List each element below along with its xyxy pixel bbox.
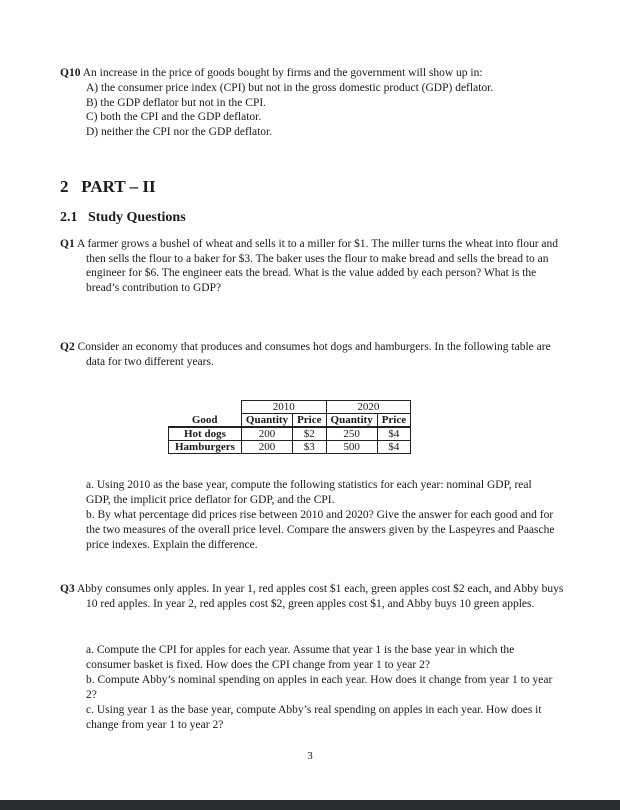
table-row [169, 427, 411, 441]
table-cell: 200 [241, 441, 292, 454]
column-header: Price [377, 414, 410, 428]
column-header: Quantity [326, 414, 377, 428]
table-cell: 500 [326, 441, 377, 454]
page-number: 3 [307, 750, 313, 762]
option-a: A) the consumer price index (CPI) but not in the gross domestic product (GDP) deflator. [86, 82, 494, 94]
year-header-2010: 2010 [241, 401, 326, 414]
table-cell: Hot dogs [169, 427, 242, 441]
subsection-title: Study Questions [88, 210, 186, 225]
table-cell: Hamburgers [169, 441, 242, 454]
table-header-row [169, 414, 411, 428]
option-b: B) the GDP deflator but not in the CPI. [86, 96, 267, 109]
question-text: Abby consumes only apples. In year 1, red apples cost $1 each, green apples cost $2 each, and Abby buys 10 red apples. In year 2, red apples cost $2, green apples cost $1, and Abby buys 10 green apples. [76, 583, 564, 610]
subsection-heading [60, 210, 186, 226]
table-row [169, 441, 411, 454]
question-number: Q10 [60, 67, 81, 79]
part-b: b. By what percentage did prices rise between 2010 and 2020? Give the answer for each good and for the two measures of the overall price level. Compare the answers given by the Laspeyres and Paasche price indexes. Explain the difference. [86, 509, 555, 551]
table-cell: $4 [377, 427, 410, 441]
column-header: Price [293, 414, 326, 428]
part-a: a. Using 2010 as the base year, compute the following statistics for each year: nominal GDP, real GDP, the implicit price deflator for GDP, and the CPI. [86, 479, 532, 506]
table-cell: $2 [293, 427, 326, 441]
part-a: a. Compute the CPI for apples for each year. Assume that year 1 is the base year in which the consumer basket is fixed. How does the CPI change from year 1 to year 2? [86, 644, 515, 671]
question-q3 [60, 582, 565, 611]
part-b: b. Compute Abby’s nominal spending on apples in each year. How does it change from year 1 to year 2? [86, 674, 553, 701]
column-header: Quantity [241, 414, 292, 428]
year-header-2020: 2020 [326, 401, 411, 414]
section-number: 2 [60, 177, 69, 196]
question-text: An increase in the price of goods bought by firms and the government will show up in: [82, 67, 483, 79]
table-cell: 250 [326, 427, 377, 441]
table-year-row [169, 401, 411, 414]
viewer-bottom-bar [0, 800, 620, 810]
question-q1 [60, 237, 565, 295]
question-number: Q3 [60, 583, 75, 595]
question-text: Consider an economy that produces and consumes hot dogs and hamburgers. In the following table are data for two different years. [77, 341, 551, 368]
subsection-number: 2.1 [60, 210, 78, 225]
table-cell: $3 [293, 441, 326, 454]
part-c: c. Using year 1 as the base year, compute Abby’s real spending on apples in each year. How does it change from year 1 to year 2? [86, 704, 542, 731]
question-number: Q2 [60, 341, 75, 353]
table-cell: 200 [241, 427, 292, 441]
question-number: Q1 [60, 238, 75, 250]
question-q2 [60, 340, 565, 369]
price-quantity-table [168, 400, 411, 454]
option-c: C) both the CPI and the GDP deflator. [86, 111, 262, 123]
q10-options [86, 81, 493, 139]
table-cell: $4 [377, 441, 410, 454]
option-d: D) neither the CPI nor the GDP deflator. [86, 125, 273, 138]
q3-parts [86, 643, 556, 733]
column-header: Good [169, 414, 242, 428]
question-q10 [60, 66, 565, 81]
section-title: PART – II [81, 177, 156, 196]
section-heading [60, 177, 156, 197]
question-text: A farmer grows a bushel of wheat and sells it to a miller for $1. The miller turns the wheat into flour and then sells the flour to a baker for $3. The baker uses the flour to make bread and sells the bread to an engineer for $6. The engineer eats the bread. What is the value added by each person? What is the bread’s contribution to GDP? [76, 238, 559, 294]
q2-parts [86, 478, 556, 553]
